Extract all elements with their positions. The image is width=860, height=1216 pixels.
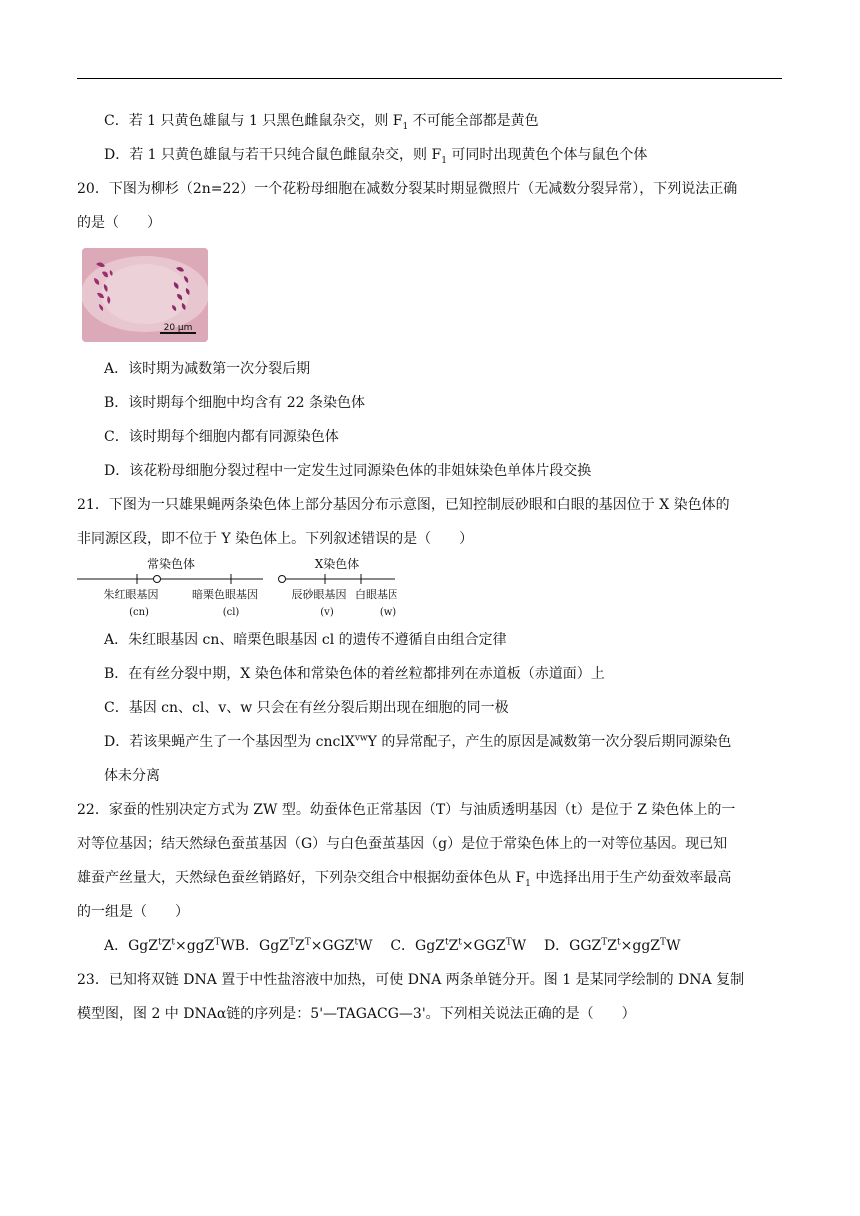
header-rule — [77, 78, 782, 79]
q22-options: A．$GgZ^tZ^t\times ggZ^TWB$．$GgZ^TZ^T\times GGZ^tW$ C．$GgZ^tZ^t\times GGZ^TW$ D．$GGZ^TZ^t\times ggZ^TW$ — [104, 937, 681, 954]
autosome-label: 常染色体 — [146, 557, 196, 571]
q22-stem-line1: 22．家蚕的性别决定方式为 ZW 型。幼蚕体色正常基因（T）与油质透明基因（t）是位于 Z 染色体上的一 — [77, 802, 736, 818]
gene-cl-name: 暗栗色眼基因 — [192, 588, 258, 601]
q21-stem-line1: 21．下图为一只雄果蝇两条染色体上部分基因分布示意图，已知控制辰砂眼和白眼的基因位于 X 染色体的 — [77, 497, 730, 513]
gene-w-symbol: (w) — [379, 607, 397, 618]
q19-option-d: D．若 1 只黄色雄鼠与若干只纯合鼠色雌鼠杂交，则 $F_1$ 可同时出现黄色个体与鼠色个体 — [104, 147, 648, 166]
q20-option-a: A．该时期为减数第一次分裂后期 — [104, 361, 311, 377]
chromosome-gene-diagram — [77, 556, 397, 624]
micrograph-image — [82, 248, 208, 342]
x-centromere — [279, 576, 286, 583]
gene-cn-name: 朱红眼基因 — [103, 588, 159, 601]
q23-stem-line1: 23．已知将双链 DNA 置于中性盐溶液中加热，可使 DNA 两条单链分开。图 1 是某同学绘制的 DNA 复制 — [77, 972, 745, 988]
q20-stem-line2: 的是（ ） — [77, 215, 161, 231]
gene-cn-symbol: (cn) — [129, 607, 149, 618]
gene-v-name: 辰砂眼基因 — [291, 588, 347, 601]
scale-bar-label: 20 μm — [163, 323, 193, 333]
q20-option-b: B．该时期每个细胞中均含有 22 条染色体 — [104, 395, 366, 411]
gene-w-name: 白眼基因 — [355, 588, 397, 601]
x-chromosome-label: X染色体 — [314, 557, 360, 571]
q21-option-d-cont: 体未分离 — [104, 768, 160, 784]
q20-option-d: D．该花粉母细胞分裂过程中一定发生过同源染色体的非姐妹染色单体片段交换 — [104, 463, 592, 479]
gene-v-symbol: (v) — [320, 607, 334, 618]
q21-option-d: D．若该果蝇产生了一个基因型为 cnclX$^{vw}$Y 的异常配子，产生的原因是减数第一次分裂后期同源染色 — [104, 733, 732, 750]
q21-option-b: B．在有丝分裂中期，X 染色体和常染色体的着丝粒都排列在赤道板（赤道面）上 — [104, 666, 605, 682]
q21-option-c: C．基因 cn、cl、v、w 只会在有丝分裂后期出现在细胞的同一极 — [104, 700, 509, 716]
q22-stem-line4: 的一组是（ ） — [77, 904, 189, 920]
gene-cl-symbol: (cl) — [222, 607, 240, 618]
q22-stem-line2: 对等位基因；结天然绿色蚕茧基因（G）与白色蚕茧基因（g）是位于常染色体上的一对等位基因。现已知 — [77, 836, 728, 852]
q23-stem-line2: 模型图，图 2 中 DNAα链的序列是：5'—TAGACG—3'。下列相关说法正确的是（ ） — [77, 1006, 636, 1022]
q22-stem-line3: 雄蚕产丝量大，天然绿色蚕丝销路好，下列杂交组合中根据幼蚕体色从 $F_1$ 中选择出用于生产幼蚕效率最高 — [77, 870, 732, 889]
q20-stem-line1: 20．下图为柳杉（2n=22）一个花粉母细胞在减数分裂某时期显微照片（无减数分裂异常），下列说法正确 — [77, 181, 738, 197]
q19-option-c: C．若 1 只黄色雄鼠与 1 只黑色雌鼠杂交，则 $F_1$ 不可能全部都是黄色 — [104, 113, 539, 132]
autosome-centromere — [154, 576, 161, 583]
q20-option-c: C．该时期每个细胞内都有同源染色体 — [104, 429, 339, 445]
q21-option-a: A．朱红眼基因 cn、暗栗色眼基因 cl 的遗传不遵循自由组合定律 — [104, 632, 507, 648]
q21-stem-line2: 非同源区段，即不位于 Y 染色体上。下列叙述错误的是（ ） — [77, 531, 474, 547]
